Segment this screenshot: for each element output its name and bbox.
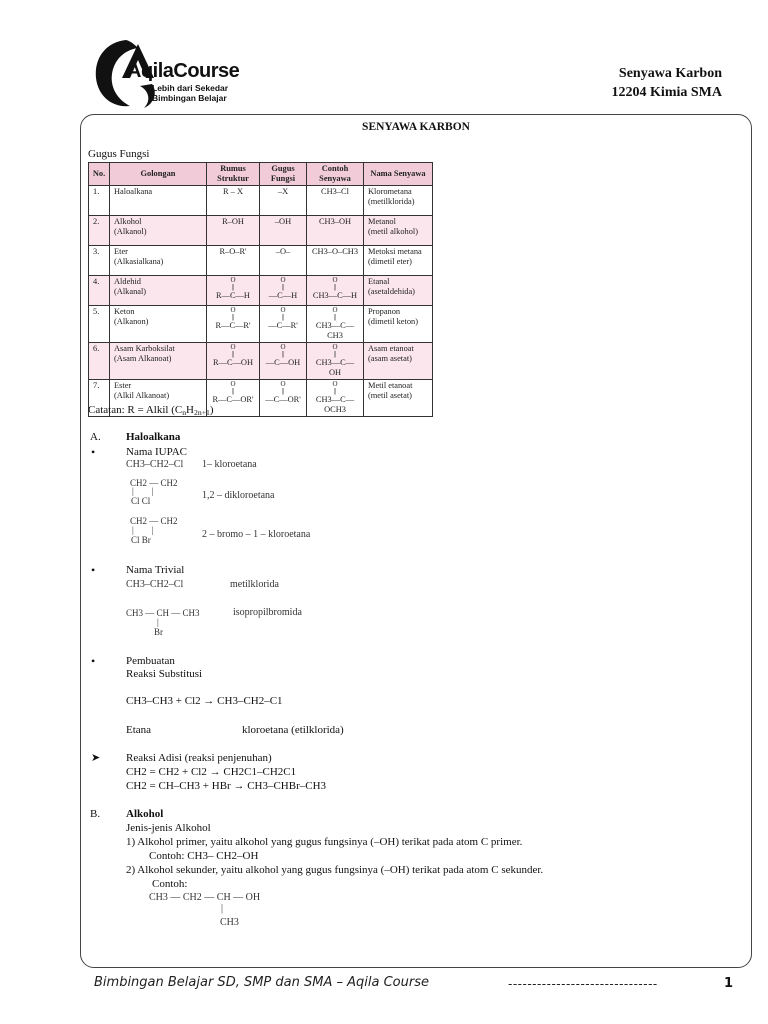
carbonyl-oxygen: O ||	[230, 380, 236, 395]
cell-golongan: Asam Karboksilat	[114, 344, 175, 353]
cell-nama: Metoksi metana	[368, 247, 422, 256]
cell-nama-alt: (asetaldehida)	[368, 287, 415, 296]
logo-name: AqilaCourse	[127, 60, 240, 82]
iupac3-name: 2 – bromo – 1 – kloroetana	[202, 529, 311, 540]
header-topic: Senyawa Karbon	[618, 66, 722, 81]
cell-golongan: Keton	[114, 307, 135, 316]
cell-contoh: CH3–OH	[318, 217, 352, 226]
col-gugus: Gugus Fungsi	[260, 163, 307, 186]
carbonyl-oxygen: O ||	[332, 276, 338, 291]
header-code: 12204 Kimia SMA	[611, 85, 722, 100]
cell-nama: Propanon	[368, 307, 401, 316]
alkohol-sekunder: 2) Alkohol sekunder, yaitu alkohol yang gugus fungsinya (–OH) terikat pada atom C sekunder.	[126, 864, 544, 876]
carbonyl-oxygen: O ||	[280, 276, 286, 291]
iupac2-bonds: | |	[132, 486, 154, 496]
cell-golongan-alt: (Alkanal)	[114, 287, 147, 296]
arrow-bullet-icon: ➤	[91, 752, 101, 764]
carbonyl-oxygen: O ||	[332, 343, 338, 358]
alkohol-primer: 1) Alkohol primer, yaitu alkohol yang gugus fungsinya (–OH) terikat pada atom C primer.	[126, 836, 523, 848]
cell-rumus: R–OH	[222, 217, 244, 226]
alkohol-struct-bond: |	[221, 903, 224, 914]
trivial2-formula: CH3 — CH — CH3	[126, 608, 200, 618]
pembuatan-label: Pembuatan	[126, 655, 175, 667]
carbonyl-oxygen: O ||	[332, 306, 338, 321]
carbonyl-oxygen: O ||	[230, 343, 236, 358]
doc-title: SENYAWA KARBON	[362, 121, 470, 133]
logo	[92, 38, 240, 110]
logo-tagline-1: Lebih dari Sekedar	[152, 83, 229, 93]
carbonyl-oxygen: O ||	[230, 306, 236, 321]
jenis-alkohol: Jenis-jenis Alkohol	[126, 822, 211, 834]
cell-no: 7.	[93, 381, 100, 390]
col-rumus: Rumus Struktur	[207, 163, 260, 186]
table-row	[89, 186, 433, 216]
cell-gugus: —C—H	[268, 291, 298, 300]
table-row	[89, 306, 433, 343]
footer-text: Bimbingan Belajar SD, SMP dan SMA – Aqila Course	[94, 975, 429, 990]
cell-nama-alt: (metilklorida)	[368, 197, 415, 206]
cell-nama: Klorometana	[368, 187, 412, 196]
alkohol-struct: CH3 — CH2 — CH — OH	[149, 892, 261, 903]
cell-contoh: CH3—C—CH3	[315, 321, 355, 340]
logo-tagline-2: Bimbingan Belajar	[152, 93, 227, 103]
trivial1-formula: CH3–CH2–Cl	[126, 579, 184, 590]
cell-nama-alt: (metil alkohol)	[368, 227, 419, 236]
cell-nama: Metanol	[368, 217, 396, 226]
cell-contoh: CH3–Cl	[321, 187, 349, 196]
table-header-row	[89, 163, 433, 186]
adisi-equation-2: CH2 = CH–CH3 + HBr → CH3–CHBr–CH3	[126, 780, 327, 792]
cell-contoh: CH3–O–CH3	[311, 247, 359, 256]
carbonyl-oxygen: O ||	[280, 306, 286, 321]
cell-golongan-alt: (Alkanon)	[114, 317, 149, 326]
cell-no: 3.	[93, 247, 100, 256]
page-number: 1	[724, 976, 734, 991]
cell-gugus: –OH	[274, 217, 292, 226]
iupac2-bottom: Cl Cl	[131, 496, 151, 506]
section-b-title: Alkohol	[126, 808, 164, 820]
cell-gugus: —C—OH	[265, 358, 301, 367]
trivial2-bond: |	[157, 617, 159, 627]
cell-golongan-alt: (Alkanol)	[114, 227, 147, 236]
iupac2-top: CH2 — CH2	[130, 478, 178, 488]
cell-nama-alt: (asam asetat)	[368, 354, 412, 363]
cell-nama: Asam etanoat	[368, 344, 414, 353]
trivial1-name: metilklorida	[230, 579, 279, 590]
section-a-title: Haloalkana	[126, 431, 181, 443]
catatan: Catatan: R = Alkil $(C_nH_{2n+1})$	[88, 404, 214, 417]
cell-nama-alt: (metil asetat)	[368, 391, 412, 400]
functional-group-table	[88, 162, 433, 417]
trivial-label: Nama Trivial	[126, 564, 185, 576]
table-row	[89, 246, 433, 276]
cell-nama: Etanal	[368, 277, 390, 286]
section-b-letter: B.	[90, 808, 101, 820]
cell-golongan-alt: (Alkil Alkanoat)	[114, 391, 170, 400]
cell-no: 5.	[93, 307, 100, 316]
cell-no: 4.	[93, 277, 100, 286]
cell-golongan: Haloalkana	[114, 187, 153, 196]
cell-gugus: —C—OR'	[265, 395, 301, 404]
cell-golongan-alt: (Alkasialkana)	[114, 257, 164, 266]
iupac-label: Nama IUPAC	[126, 446, 188, 458]
cell-nama: Metil etanoat	[368, 381, 413, 390]
carbonyl-oxygen: O ||	[230, 276, 236, 291]
header-info	[612, 64, 722, 102]
cell-gugus: –O–	[275, 247, 291, 256]
table-row	[89, 216, 433, 246]
col-contoh: Contoh Senyawa	[307, 163, 364, 186]
cell-rumus: R—C—OH	[212, 358, 254, 367]
substitusi-label: Reaksi Substitusi	[126, 668, 203, 680]
cell-no: 1.	[93, 187, 100, 196]
table-row	[89, 343, 433, 380]
cell-contoh: CH3—C—H	[312, 291, 358, 300]
cell-no: 2.	[93, 217, 100, 226]
cell-rumus: R–O–R'	[219, 247, 247, 256]
carbonyl-oxygen: O ||	[280, 343, 286, 358]
alkohol-struct-sub: CH3	[220, 917, 239, 928]
section-a-letter: A.	[90, 431, 101, 443]
trivial2-sub: Br	[154, 627, 163, 637]
iupac3-bottom: Cl Br	[131, 535, 151, 545]
table-row	[89, 276, 433, 306]
trivial2-name: isopropilbromida	[233, 607, 302, 618]
cell-rumus: R—C—R'	[215, 321, 251, 330]
bullet-icon: •	[91, 654, 96, 668]
iupac1-formula: CH3–CH2–Cl	[126, 459, 184, 470]
cell-nama-alt: (dimetil keton)	[368, 317, 419, 326]
cell-golongan: Alkohol	[114, 217, 142, 226]
cell-golongan: Ester	[114, 381, 132, 390]
col-no: No.	[89, 163, 110, 186]
iupac1-name: 1– kloroetana	[202, 459, 257, 470]
carbonyl-oxygen: O ||	[280, 380, 286, 395]
col-nama: Nama Senyawa	[364, 163, 433, 186]
iupac3-top: CH2 — CH2	[130, 516, 178, 526]
kloroetana-label: kloroetana (etilklorida)	[242, 724, 344, 736]
alkohol-sekunder-contoh: Contoh:	[152, 878, 188, 890]
adisi-equation-1: CH2 = CH2 + Cl2 → CH2C1–CH2C1	[126, 766, 297, 778]
cell-nama-alt: (dimetil eter)	[368, 257, 412, 266]
cell-golongan: Eter	[114, 247, 128, 256]
etana-label: Etana	[126, 724, 152, 736]
col-golongan: Golongan	[110, 163, 207, 186]
carbonyl-oxygen: O ||	[332, 380, 338, 395]
cell-golongan: Aldehid	[114, 277, 141, 286]
iupac3-bonds: | |	[132, 525, 154, 535]
cell-contoh: CH3—C—OH	[315, 358, 355, 377]
cell-golongan-alt: (Asam Alkanoat)	[114, 354, 172, 363]
cell-rumus: R – X	[222, 187, 243, 196]
cell-rumus: R—C—OR'	[212, 395, 254, 404]
bullet-icon: •	[91, 445, 96, 459]
cell-contoh: CH3—C—OCH3	[315, 395, 355, 414]
adisi-label: Reaksi Adisi (reaksi penjenuhan)	[126, 752, 272, 764]
bullet-icon: •	[91, 563, 96, 577]
cell-no: 6.	[93, 344, 100, 353]
footer-dashes: -------------------------------	[508, 977, 658, 991]
alkohol-primer-contoh: Contoh: CH3– CH2–OH	[149, 850, 259, 862]
substitusi-equation: CH3–CH3 + Cl2 → CH3–CH2–C1	[126, 695, 283, 707]
cell-gugus: —C—R'	[268, 321, 298, 330]
gugus-fungsi-label: Gugus Fungsi	[88, 148, 150, 160]
cell-rumus: R—C—H	[216, 291, 250, 300]
iupac2-name: 1,2 – dikloroetana	[202, 490, 275, 501]
cell-gugus: –X	[277, 187, 289, 196]
